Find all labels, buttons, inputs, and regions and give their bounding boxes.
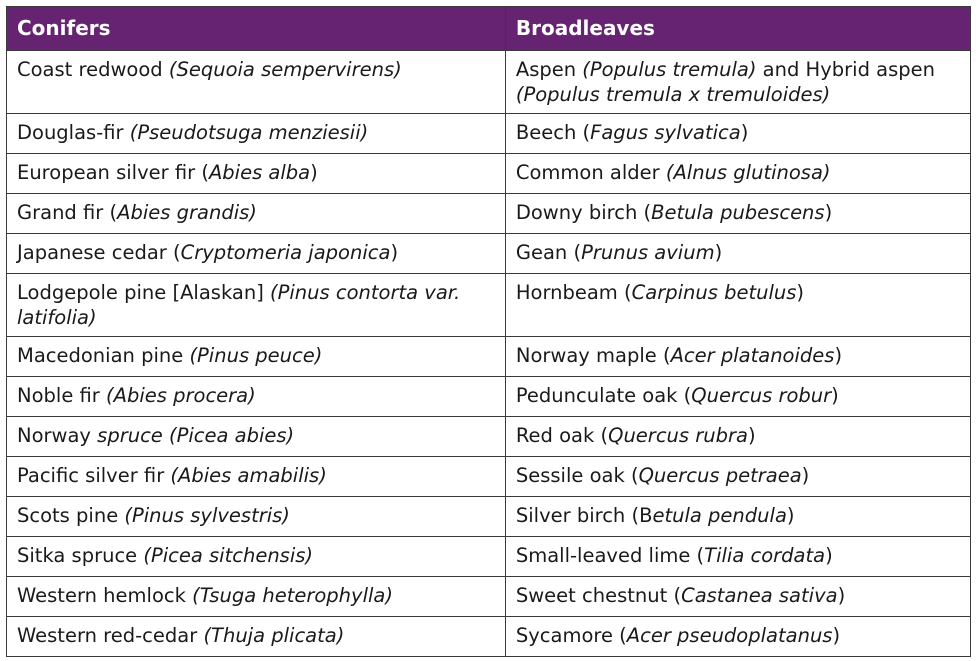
latin-name: (Thuja plicata) (203, 624, 345, 647)
latin-name: (Alnus glutinosa) (665, 161, 831, 184)
common-name: Sweet chestnut ( (515, 584, 682, 607)
common-name: ) (310, 161, 318, 184)
common-name: Silver birch (B (515, 504, 653, 527)
common-name: Beech ( (515, 121, 591, 144)
broadleaf-cell (505, 194, 970, 234)
broadleaf-cell (505, 274, 970, 337)
table-row (7, 457, 971, 497)
latin-name: (Abies procera) (106, 384, 256, 407)
table-row (7, 154, 971, 194)
table-row (7, 337, 971, 377)
table-row (7, 417, 971, 457)
latin-name: (Sequoia sempervirens) (168, 58, 402, 81)
common-name: Norway maple ( (515, 344, 671, 367)
header-broadleaves: Broadleaves (505, 7, 970, 51)
conifer-cell (7, 377, 506, 417)
common-name: Lodgepole pine [Alaskan] (17, 281, 271, 304)
latin-name: Carpinus betulus (631, 281, 797, 304)
latin-name: Cryptomeria japonica (180, 241, 391, 264)
common-name: ) (834, 344, 843, 367)
table-row (7, 497, 971, 537)
common-name: ) (837, 584, 846, 607)
common-name: Small-leaved lime ( (515, 544, 705, 567)
conifer-cell (7, 417, 506, 457)
broadleaf-cell (505, 51, 970, 114)
common-name: ) (714, 241, 723, 264)
common-name: Aspen (515, 58, 583, 81)
common-name: Scots pine (17, 504, 125, 527)
common-name: ) (825, 544, 833, 567)
common-name: Western red-cedar (17, 624, 204, 647)
latin-name: spruce (Picea abies) (97, 424, 295, 447)
common-name: European silver fir ( (17, 161, 209, 184)
conifer-cell (7, 337, 506, 377)
common-name: ) (786, 504, 795, 527)
common-name: ) (801, 464, 810, 487)
latin-name: Betula pubescens (651, 201, 825, 224)
header-row (7, 7, 971, 51)
common-name: ) (747, 424, 756, 447)
latin-name: (Pseudotsuga menziesii) (129, 121, 369, 144)
table-row (7, 274, 971, 337)
common-name: ) (831, 384, 839, 407)
common-name: Sitka spruce (17, 544, 144, 567)
table-row (7, 234, 971, 274)
broadleaf-cell (505, 154, 970, 194)
latin-name: Quercus petraea (638, 464, 802, 487)
conifer-cell (7, 577, 506, 617)
latin-name: (Populus tremula) (582, 58, 757, 81)
common-name: ) (796, 281, 805, 304)
latin-name: Acer platanoides (670, 344, 835, 367)
conifer-cell (7, 457, 506, 497)
broadleaf-cell (505, 617, 970, 657)
broadleaf-cell (505, 417, 970, 457)
common-name: Grand fir ( (17, 201, 118, 224)
latin-name: Abies grandis) (117, 201, 257, 224)
latin-name: Tilia cordata (704, 544, 826, 567)
conifer-cell (7, 617, 506, 657)
common-name: Pacific silver fir (17, 464, 171, 487)
conifer-cell (7, 51, 506, 114)
latin-name: Acer pseudoplatanus (626, 624, 833, 647)
conifer-cell (7, 537, 506, 577)
latin-name: (Pinus peuce) (189, 344, 323, 367)
conifer-cell (7, 274, 506, 337)
latin-name: (Pinus contorta var. latifolia) (17, 281, 461, 329)
header-conifers: Conifers (7, 7, 506, 51)
conifer-cell (7, 234, 506, 274)
latin-name: (Picea sitchensis) (143, 544, 314, 567)
common-name: Sycamore ( (515, 624, 627, 647)
common-name: Douglas-fir (17, 121, 130, 144)
common-name: ) (390, 241, 399, 264)
common-name: Norway (17, 424, 98, 447)
latin-name: Castanea sativa (681, 584, 838, 607)
common-name: ) (824, 201, 833, 224)
table-row (7, 51, 971, 114)
common-name: Japanese cedar ( (17, 241, 181, 264)
latin-name: Prunus avium (581, 241, 715, 264)
table-row (7, 114, 971, 154)
latin-name: (Abies amabilis) (170, 464, 327, 487)
table-row (7, 617, 971, 657)
latin-name: Abies alba (208, 161, 311, 184)
latin-name: (Pinus sylvestris) (124, 504, 290, 527)
broadleaf-cell (505, 457, 970, 497)
common-name: and Hybrid aspen (756, 58, 935, 81)
common-name: ) (832, 624, 841, 647)
table-row (7, 577, 971, 617)
common-name: ) (740, 121, 749, 144)
table-row (7, 194, 971, 234)
common-name: Hornbeam ( (515, 281, 632, 304)
common-name: Macedonian pine (17, 344, 190, 367)
latin-name: (Populus tremula x tremuloides) (515, 83, 831, 106)
broadleaf-cell (505, 337, 970, 377)
table-row (7, 377, 971, 417)
latin-name: (Tsuga heterophylla) (192, 584, 393, 607)
common-name: Pedunculate oak ( (515, 384, 692, 407)
conifer-cell (7, 194, 506, 234)
latin-name: Quercus robur (691, 384, 832, 407)
common-name: Gean ( (515, 241, 582, 264)
broadleaf-cell (505, 497, 970, 537)
table-row (7, 537, 971, 577)
common-name: Coast redwood (17, 58, 169, 81)
broadleaf-cell (505, 377, 970, 417)
broadleaf-cell (505, 537, 970, 577)
species-table (6, 6, 971, 657)
broadleaf-cell (505, 577, 970, 617)
conifer-cell (7, 154, 506, 194)
latin-name: Fagus sylvatica (590, 121, 741, 144)
latin-name: etula pendula (652, 504, 787, 527)
conifer-cell (7, 114, 506, 154)
broadleaf-cell (505, 234, 970, 274)
common-name: Common alder (515, 161, 666, 184)
common-name: Red oak ( (515, 424, 609, 447)
table-body (7, 51, 971, 657)
common-name: Downy birch ( (515, 201, 652, 224)
conifer-cell (7, 497, 506, 537)
common-name: Western hemlock (17, 584, 193, 607)
latin-name: Quercus rubra (608, 424, 748, 447)
broadleaf-cell (505, 114, 970, 154)
common-name: Noble fir (17, 384, 107, 407)
common-name: Sessile oak ( (515, 464, 639, 487)
